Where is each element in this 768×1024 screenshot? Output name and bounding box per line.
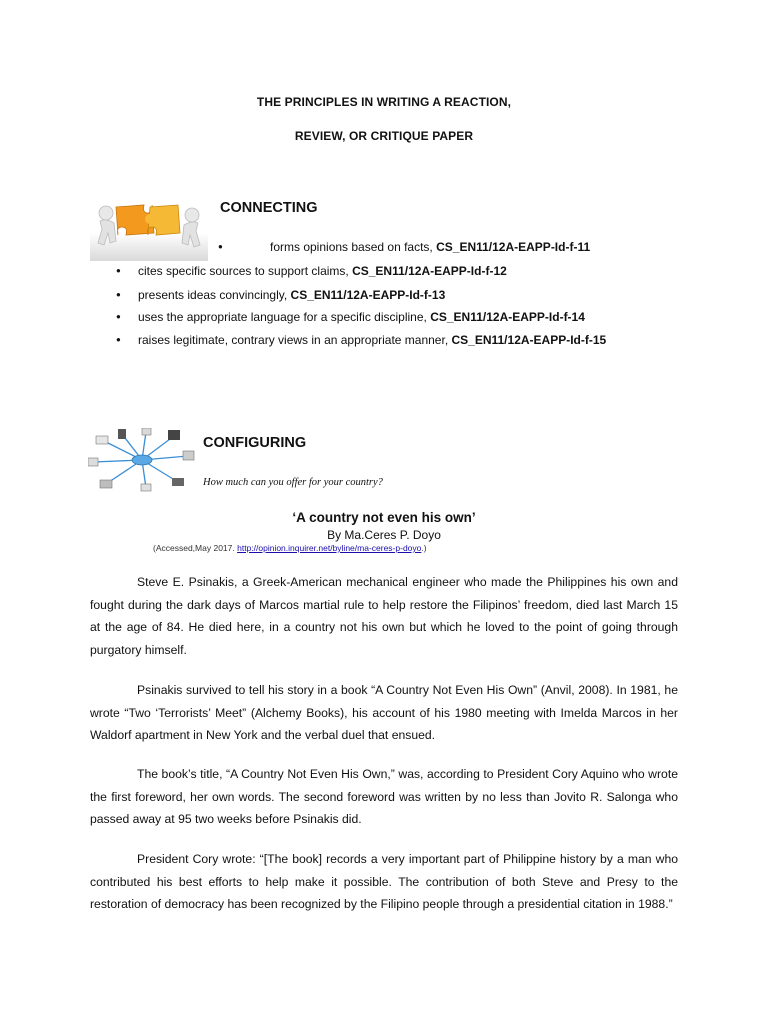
article-byline: By Ma.Ceres P. Doyo (327, 528, 441, 542)
competency-code: CS_EN11/12A-EAPP-Id-f-12 (352, 264, 507, 278)
article-paragraph-4: President Cory wrote: “[The book] records a very important part of Philippine history by a man who contributed his best efforts to help make it possible. The contribution of both Steve and Presy to the restoration of democracy has been recognized by the Filipino people through a presidential citation in 1988.” (90, 852, 678, 912)
source-link[interactable]: http://opinion.inquirer.net/byline/ma-ceres-p-doyo (237, 543, 422, 553)
network-devices-icon (88, 428, 196, 492)
bullet-text: raises legitimate, contrary views in an appropriate manner, (138, 333, 452, 347)
article-paragraph-3: The book’s title, “A Country Not Even His Own,” was, according to President Cory Aquino who wrote the first foreword, her own words. The second foreword was written by no less than Jovito R. Salonga who passed away at 95 two weeks before Psinakis did. (90, 767, 678, 827)
bullet-dot: ● (116, 290, 121, 299)
article-source (153, 543, 427, 553)
puzzle-pieces-icon (90, 193, 208, 261)
competency-code: CS_EN11/12A-EAPP-Id-f-14 (430, 310, 585, 324)
article-paragraph-2: Psinakis survived to tell his story in a book “A Country Not Even His Own” (Anvil, 2008). In 1981, he wrote “Two ‘Terrorists’ Meet” (Alchemy Books), his account of his 1980 meeting with Imelda Marcos in her Waldorf apartment in New York and the verbal duel that ensued. (90, 683, 678, 743)
bullet-text: forms opinions based on facts, (270, 240, 437, 254)
source-prefix: (Accessed,May 2017. (153, 543, 238, 553)
connecting-heading: CONNECTING (220, 200, 318, 216)
bullet-dot: ● (218, 242, 223, 251)
document-title-line-1: THE PRINCIPLES IN WRITING A REACTION, (256, 95, 512, 109)
bullet-text: presents ideas convincingly, (138, 288, 291, 302)
guiding-question: How much can you offer for your country? (203, 477, 383, 488)
bullet-text: uses the appropriate language for a specific discipline, (138, 310, 431, 324)
bullet-dot: ● (116, 266, 121, 275)
document-title-line-2: REVIEW, OR CRITIQUE PAPER (294, 129, 474, 143)
bullet-dot: ● (116, 335, 121, 344)
configuring-heading: CONFIGURING (203, 435, 307, 451)
article-paragraph-1: Steve E. Psinakis, a Greek-American mechanical engineer who made the Philippines his own and fought during the dark days of Marcos martial rule to help restore the Filipinos’ freedom, died last March 15 at the age of 84. He died here, in a country not his own but which he loved to the point of going through purgatory himself. (90, 575, 678, 658)
competency-code: CS_EN11/12A-EAPP-Id-f-13 (290, 288, 446, 302)
competency-code: CS_EN11/12A-EAPP-Id-f-15 (451, 333, 607, 347)
source-suffix: .) (421, 543, 427, 553)
competency-code: CS_EN11/12A-EAPP-Id-f-11 (436, 240, 591, 254)
bullet-text: cites specific sources to support claims, (138, 264, 353, 278)
article-title: ‘A country not even his own’ (292, 510, 476, 525)
bullet-dot: ● (116, 312, 121, 321)
